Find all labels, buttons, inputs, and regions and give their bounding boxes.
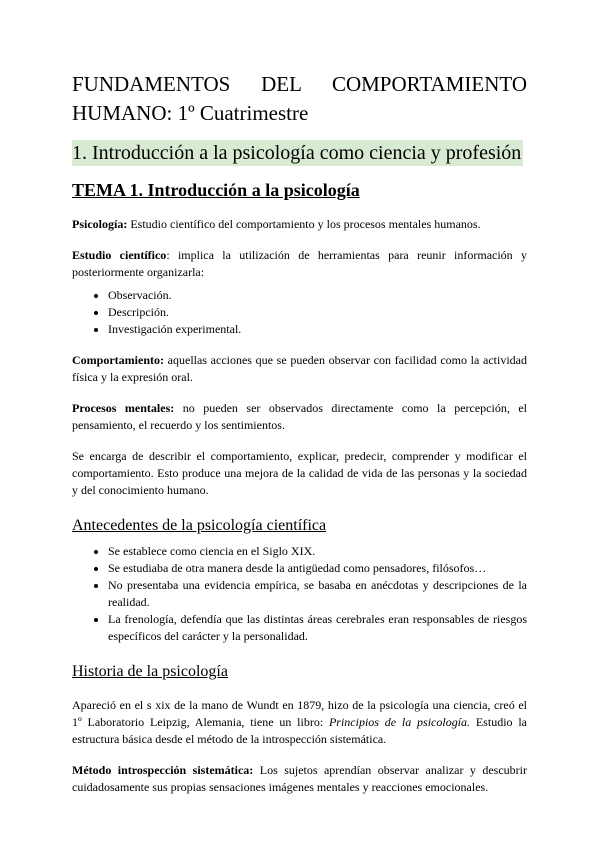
estudio-term: Estudio científico [72,248,167,262]
list-item: • La frenología, defendía que las distintas áreas cerebrales eran responsables de riesgos específicos del carácter y la personalidad. [108,611,527,645]
antecedentes-list [72,543,527,645]
comportamiento-text: aquellas acciones que se pueden observar con facilidad como la actividad física y la expresión oral. [72,353,527,384]
comportamiento-term: Comportamiento: [72,353,164,367]
historia-text-before: Apareció en el s xix de la mano de Wundt en 1879, hizo de la psicología una ciencia, creó el 1º Laboratorio Leipzig, Alemania, tiene un libro: [72,698,527,729]
procesos-text: no pueden ser observados directamente como la percepción, el pensamiento, el recuerdo y los sentimientos. [72,401,528,432]
list-item: • Investigación experimental. [108,321,527,338]
metodo-text: Los sujetos aprendían observar analizar y descubrir cuidadosamente sus propias sensaciones imágenes mentales y reacciones emocionales. [72,763,527,794]
methods-list [72,287,527,338]
estudio-paragraph [72,247,527,281]
title-line-2: HUMANO: 1º Cuatrimestre [72,101,309,125]
encarga-paragraph: Se encarga de describir el comportamiento, explicar, predecir, comprender y modificar el comportamiento. Esto produce una mejora de la calidad de vida de las personas y la sociedad y del conocimiento humano. [72,449,527,497]
psicologia-term: Psicología: [72,217,128,231]
procesos-paragraph [72,400,527,434]
historia-text-after: Estudio la estructura básica desde el método de la introspección sistemática. [72,715,527,746]
metodo-term: Método introspección sistemática: [72,763,254,777]
psicologia-paragraph [72,216,527,233]
tema-heading: TEMA 1. Introducción a la psicología [72,180,360,200]
comportamiento-paragraph [72,352,527,386]
document-title [72,70,527,128]
historia-heading: Historia de la psicología [72,663,228,680]
estudio-text: : implica la utilización de herramientas para reunir información y posteriormente organizarla: [72,248,527,279]
psicologia-text: Estudio científico del comportamiento y los procesos mentales humanos. [127,217,481,231]
historia-paragraph [72,697,527,748]
title-line-1: FUNDAMENTOS DEL COMPORTAMIENTO [72,72,527,96]
procesos-term: Procesos mentales: [72,401,175,415]
antecedentes-heading: Antecedentes de la psicología científica [72,517,327,534]
document-page [72,70,527,796]
list-item: • Se establece como ciencia en el Siglo XIX. [108,543,527,560]
book-title: Principios de la psicología. [328,715,471,729]
metodo-paragraph [72,762,527,796]
list-item: • Se estudiaba de otra manera desde la antigüedad como pensadores, filósofos… [108,560,527,577]
list-item: • No presentaba una evidencia empírica, se basaba en anécdotas y descripciones de la realidad. [108,577,527,611]
list-item: • Observación. [108,287,527,304]
list-item: • Descripción. [108,304,527,321]
section-heading: 1. Introducción a la psicología como ciencia y profesión [72,142,522,164]
